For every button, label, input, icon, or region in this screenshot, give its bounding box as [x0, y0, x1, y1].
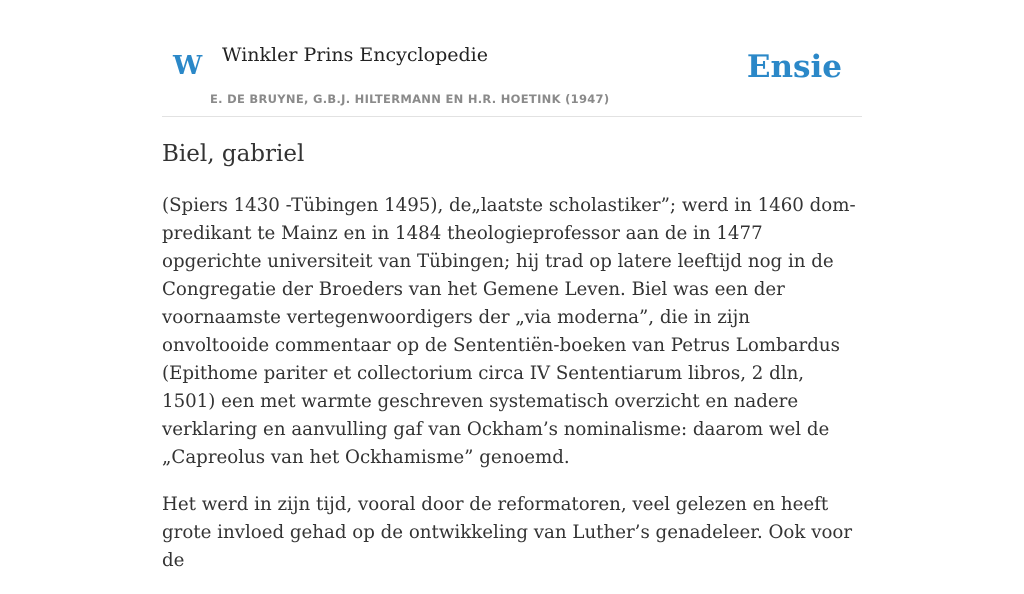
- publication-logo[interactable]: W: [173, 51, 203, 81]
- entry-body: [162, 192, 862, 594]
- publication-title[interactable]: Winkler Prins Encyclopedie: [222, 44, 488, 66]
- brand-logo[interactable]: Ensie: [746, 49, 842, 85]
- site-header: [162, 0, 862, 117]
- entry-paragraph: Het werd in zijn tijd, vooral door de reformatoren, veel gelezen en heeft grote invloed gehad op de ontwikkeling van Luther’s genadeleer. Ook voor de: [162, 494, 853, 571]
- entry-title: Biel, gabriel: [162, 141, 305, 167]
- entry-paragraph: (Spiers 1430 -Tübingen 1495), de„laatste scholastiker”; werd in 1460 dom-predikant te Mainz en in 1484 theologieprofessor aan de in 1477 opgerichte universiteit van Tübingen; hij trad op latere leeftijd nog in de Congregatie der Broeders van het Gemene Leven. Biel was een der voornaamste vertegenwoordigers der „via moderna”, die in zijn onvoltooide commentaar op de Sententiën-boeken van Petrus Lombardus (Epithome pariter et collectorium circa IV Sententiarum libros, 2 dln, 1501) een met warmte geschreven systematisch overzicht en nadere verklaring en aanvulling gaf van Ockham’s nominalisme: daarom wel de „Capreolus van het Ockhamisme” genoemd.: [162, 195, 856, 468]
- publication-authors: E. DE BRUYNE, G.B.J. HILTERMANN EN H.R. HOETINK (1947): [210, 92, 610, 106]
